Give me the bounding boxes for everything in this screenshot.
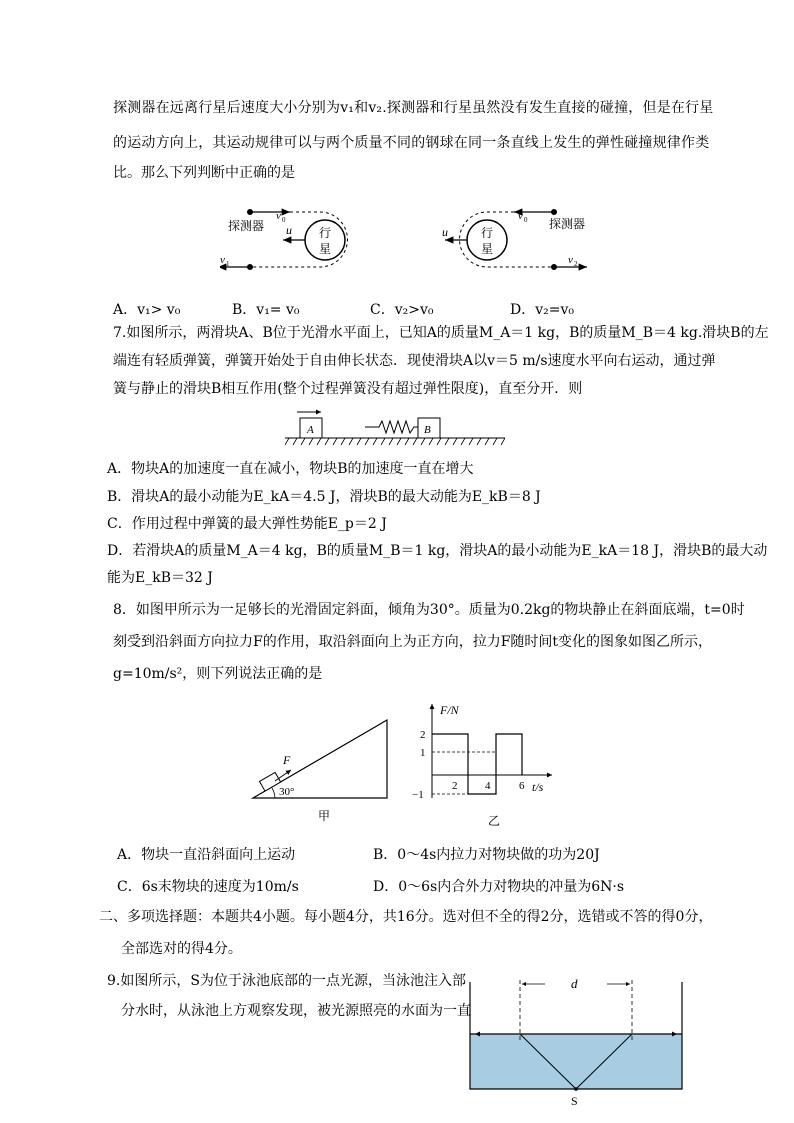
q6-text-line-1: 探测器在远离行星后速度大小分别为v₁和v₂.探测器和行星虽然没有发生直接的碰撞，但是在行星 [113,100,714,116]
v0-label: v [276,210,281,222]
y-tick-1: 1 [420,747,426,759]
block-a-label: A [307,424,314,436]
q6-figure-left [220,200,370,280]
section-2-heading-line-2: 全部选对的得4分。 [121,941,242,957]
q6-option-c: C．v₂>v₀ [370,302,434,318]
width-d-label: d [571,976,578,991]
q6-option-b: B．v₁= v₀ [232,302,300,318]
q7-option-d-line-1: D．若滑块A的质量M_A＝4 kg，B的质量M_B＝1 kg，滑块A的最小动能为E_kA＝18 J，滑块B的最大动 [107,543,768,559]
planet-label-2: 星 [319,242,332,256]
x-tick-6: 6 [519,780,525,792]
x-tick-4: 4 [485,780,491,792]
q8-figure-yi-force-time-graph [410,698,560,833]
v0-subscript: 0 [282,216,286,224]
q7-spring-figure [285,405,505,450]
q8-text-line-2: 刻受到沿斜面方向拉力F的作用，取沿斜面向上为正方向，拉力F随时间t变化的图象如图乙所示， [113,634,713,650]
q8-option-a: A．物块一直沿斜面向上运动 [117,847,296,863]
y-tick-2: 2 [420,729,426,741]
q8-figure-jia-incline [245,712,395,827]
y-tick-minus-1: −1 [412,789,424,801]
q7-option-c: C．作用过程中弹簧的最大弹性势能E_p＝2 J [107,516,387,532]
v2-subscript: 2 [574,260,578,268]
q8-option-c: C．6s末物块的速度为10m/s [117,879,299,895]
y-axis-label: F/N [440,703,459,717]
figure-jia-caption: 甲 [318,809,331,823]
q7-text-line-1: 7.如图所示，两滑块A、B位于光滑水平面上，已知A的质量M_A＝1 kg，B的质量M_B＝4 kg.滑块B的左 [113,325,769,341]
angle-label: 30° [279,786,295,798]
u-label: u [286,223,292,237]
q6-text-line-3: 比。那么下列判断中正确的是 [113,165,295,181]
v1-label: v [220,254,225,266]
probe-label: 探测器 [549,217,586,231]
section-2-heading-line-1: 二、多项选择题：本题共4小题。每小题4分，共16分。选对但不全的得2分，选错或不答的得0分， [99,909,713,925]
v2-label: v [568,254,573,266]
figure-yi-caption: 乙 [488,814,501,828]
q7-option-b: B．滑块A的最小动能为E_kA＝4.5 J，滑块B的最大动能为E_kB＝8 J [107,489,541,505]
q6-figure-right [437,200,597,280]
q6-option-d: D．v₂=v₀ [510,302,574,318]
light-source-s-label: S [571,1094,578,1108]
u-label: u [442,225,448,239]
q9-text-line-2: 分水时，从泳池上方观察发现，被光源照亮的水面为一直 [121,1003,471,1019]
x-axis-label: t/s [532,780,544,794]
block-b-label: B [424,424,431,436]
v0-subscript: 0 [524,216,528,224]
q9-pool-figure [465,960,690,1110]
v1-subscript: 1 [226,260,230,268]
q8-option-b: B．0～4s内拉力对物块做的功为20J [373,847,600,863]
x-tick-2: 2 [452,780,458,792]
q6-text-line-2: 的运动方向上，其运动规律可以与两个质量不同的钢球在同一条直线上发生的弹性碰撞规律作类 [113,135,710,151]
probe-label: 探测器 [228,219,265,233]
q9-text-line-1: 9.如图所示，S为位于泳池底部的一点光源，当泳池注入部 [107,973,466,989]
q7-text-line-2: 端连有轻质弹簧，弹簧开始处于自由伸长状态．现使滑块A以v＝5 m/s速度水平向右运动，通过弹 [113,353,716,369]
q7-option-d-line-2: 能为E_kB＝32 J [107,570,213,586]
q7-option-a: A．物块A的加速度一直在减小，物块B的加速度一直在增大 [107,461,474,477]
q8-text-line-1: 8．如图甲所示为一足够长的光滑固定斜面，倾角为30°。质量为0.2kg的物块静止在斜面底端，t=0时 [113,602,745,618]
v0-label: v [518,210,523,222]
q8-option-d: D．0～6s内合外力对物块的冲量为6N·s [373,879,625,895]
planet-label-1: 行 [319,226,332,240]
q6-option-a: A．v₁> v₀ [113,302,181,318]
q7-text-line-3: 簧与静止的滑块B相互作用(整个过程弹簧没有超过弹性限度)，直至分开．则 [113,381,583,397]
planet-label-1: 行 [481,226,494,240]
q8-text-line-3: g=10m/s²，则下列说法正确的是 [113,666,323,682]
force-f-label: F [283,753,291,767]
planet-label-2: 星 [481,242,494,256]
